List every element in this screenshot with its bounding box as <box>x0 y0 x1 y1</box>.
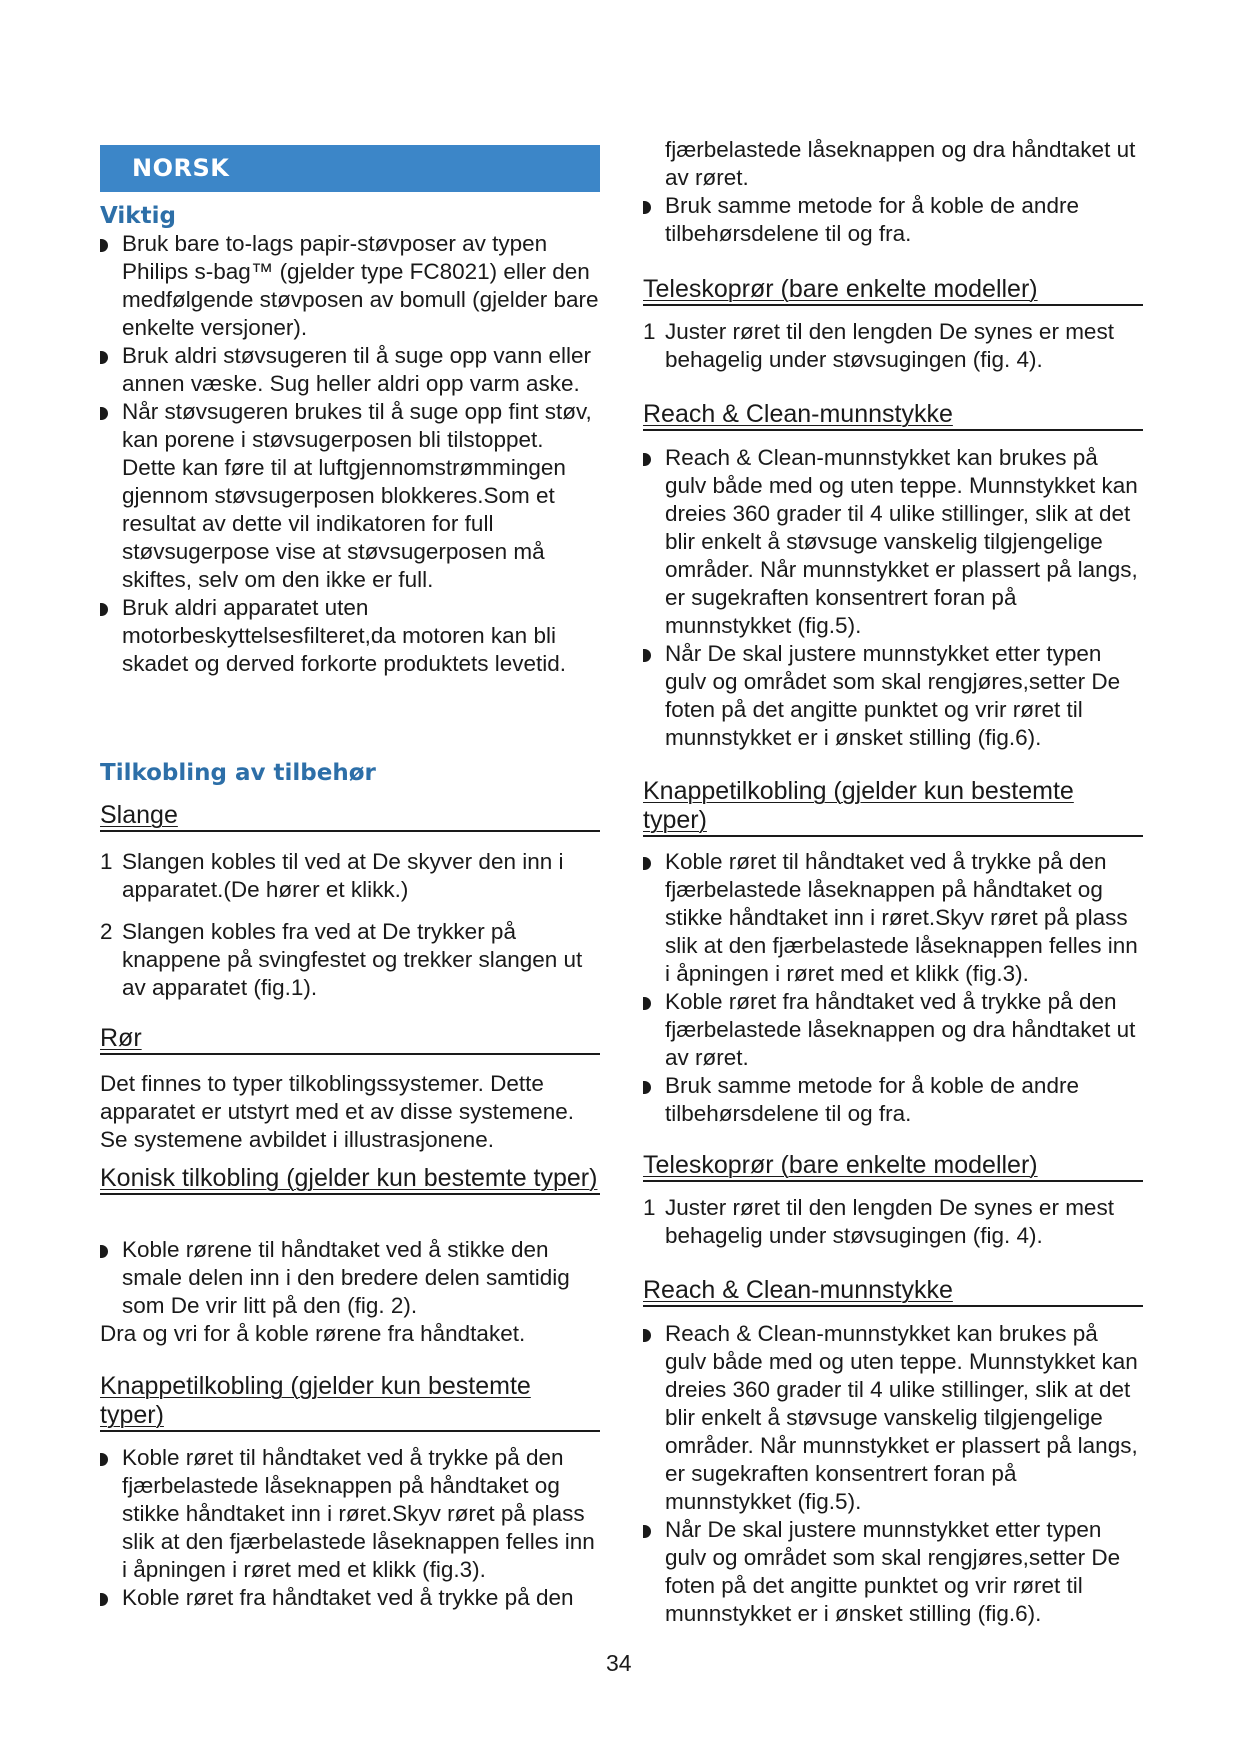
list-item: Reach & Clean-munnstykket kan brukes på gulv både med og uten teppe. Munnstykket kan dreies 360 grader til 4 ulike stillinger, slik at det blir enkelt å støvsuge vanskelig tilgjengelige områder. Når munnstykket er plassert på langs, er sugekraften konsentrert foran på munnstykket (fig.5). <box>643 1320 1143 1516</box>
bullet-icon <box>100 1245 108 1258</box>
list-item: 1 Juster røret til den lengden De synes er mest behagelig under støvsugingen (fig. 4). <box>643 319 1114 372</box>
konisk-list <box>100 1236 600 1320</box>
konisk-after-text: Dra og vri for å koble rørene fra håndtaket. <box>100 1321 526 1346</box>
continuation-list <box>643 192 1143 248</box>
knappe-list-right <box>643 848 1143 1128</box>
list-item: Bruk samme metode for å koble de andre tilbehørsdelene til og fra. <box>643 192 1143 248</box>
ror-text: Det finnes to typer tilkoblingssystemer. Dette apparatet er utstyrt med et av disse systemene. Se systemene avbildet i illustrasjonene. <box>100 1071 574 1152</box>
language-banner: NORSK <box>100 145 600 192</box>
bullet-icon <box>643 1329 651 1342</box>
tele-heading-1: Teleskoprør (bare enkelte modeller) <box>643 275 1143 306</box>
page-number: 34 <box>606 1650 632 1676</box>
list-item: Når De skal justere munnstykket etter typen gulv og området som skal rengjøres,setter De foten på det angitte punktet og vrir røret til munnstykket er i ønsket stilling (fig.6). <box>643 1516 1143 1628</box>
viktig-heading: Viktig <box>100 203 176 229</box>
tele-steps-1 <box>643 318 1143 374</box>
bullet-icon <box>643 649 651 662</box>
konisk-heading: Konisk tilkobling (gjelder kun bestemte typer) <box>100 1164 600 1195</box>
knappe-heading-left: Knappetilkobling (gjelder kun bestemte typer) <box>100 1372 600 1432</box>
list-item: Bruk samme metode for å koble de andre tilbehørsdelene til og fra. <box>643 1072 1143 1128</box>
reach-list-1 <box>643 444 1143 752</box>
bullet-icon <box>100 407 108 420</box>
slange-heading: Slange <box>100 801 600 832</box>
list-item: Bruk aldri støvsugeren til å suge opp vann eller annen væske. Sug heller aldri opp varm aske. <box>100 342 600 398</box>
bullet-icon <box>100 1593 108 1606</box>
knappe-heading-right: Knappetilkobling (gjelder kun bestemte typer) <box>643 777 1143 837</box>
reach-heading-1: Reach & Clean-munnstykke <box>643 400 1143 431</box>
reach-heading-2: Reach & Clean-munnstykke <box>643 1276 1143 1307</box>
bullet-icon <box>100 239 108 252</box>
ror-heading: Rør <box>100 1024 600 1055</box>
bullet-icon <box>100 351 108 364</box>
list-item: Når støvsugeren brukes til å suge opp fint støv, kan porene i støvsugerposen bli tilstoppet. Dette kan føre til at luftgjennomstrømmingen gjennom støvsugerposen blokkeres.Som et resultat av dette vil indikatoren for full støvsugerpose vise at støvsugerposen må skiftes, selv om den ikke er full. <box>100 398 600 594</box>
list-item: Koble røret fra håndtaket ved å trykke på den <box>100 1584 600 1612</box>
bullet-icon <box>643 453 651 466</box>
list-item: Koble rørene til håndtaket ved å stikke den smale delen inn i den bredere delen samtidig som De vrir litt på den (fig. 2). <box>100 1236 600 1320</box>
list-item: Reach & Clean-munnstykket kan brukes på gulv både med og uten teppe. Munnstykket kan dreies 360 grader til 4 ulike stillinger, slik at det blir enkelt å støvsuge vanskelig tilgjengelige områder. Når munnstykket er plassert på langs, er sugekraften konsentrert foran på munnstykket (fig.5). <box>643 444 1143 640</box>
reach-list-2 <box>643 1320 1143 1628</box>
list-item: Koble røret fra håndtaket ved å trykke på den fjærbelastede låseknappen og dra håndtaket ut av røret. <box>643 988 1143 1072</box>
tele-steps-2 <box>643 1194 1143 1250</box>
continuation-text: fjærbelastede låseknappen og dra håndtaket ut av røret. <box>665 137 1136 190</box>
bullet-icon <box>643 1081 651 1094</box>
list-item: 1 Juster røret til den lengden De synes er mest behagelig under støvsugingen (fig. 4). <box>643 1195 1114 1248</box>
list-item: Når De skal justere munnstykket etter typen gulv og området som skal rengjøres,setter De foten på det angitte punktet og vrir røret til munnstykket er i ønsket stilling (fig.6). <box>643 640 1143 752</box>
bullet-icon <box>643 1525 651 1538</box>
list-item: 1 Slangen kobles til ved at De skyver den inn i apparatet.(De hører et klikk.) <box>100 849 564 902</box>
slange-steps <box>100 848 600 1002</box>
list-item: Bruk bare to-lags papir-støvposer av typen Philips s-bag™ (gjelder type FC8021) eller den medfølgende støvposen av bomull (gjelder bare enkelte versjoner). <box>100 230 600 342</box>
tele-heading-2: Teleskoprør (bare enkelte modeller) <box>643 1151 1143 1182</box>
bullet-icon <box>100 1453 108 1466</box>
bullet-icon <box>643 997 651 1010</box>
tilkobling-heading: Tilkobling av tilbehør <box>100 760 376 786</box>
viktig-list <box>100 230 600 678</box>
list-item: Bruk aldri apparatet uten motorbeskyttelsesfilteret,da motoren kan bli skadet og derved forkorte produktets levetid. <box>100 594 600 678</box>
bullet-icon <box>643 857 651 870</box>
knappe-list-left <box>100 1444 600 1612</box>
bullet-icon <box>643 201 651 214</box>
list-item: 2 Slangen kobles fra ved at De trykker på knappene på svingfestet og trekker slangen ut av apparatet (fig.1). <box>100 919 583 1000</box>
bullet-icon <box>100 603 108 616</box>
list-item: Koble røret til håndtaket ved å trykke på den fjærbelastede låseknappen på håndtaket og stikke håndtaket inn i røret.Skyv røret på plass slik at den fjærbelastede låseknappen felles inn i åpningen i røret med et klikk (fig.3). <box>643 848 1143 988</box>
konisk-block <box>100 1236 600 1348</box>
continuation-block-1 <box>643 136 1143 248</box>
list-item: Koble røret til håndtaket ved å trykke på den fjærbelastede låseknappen på håndtaket og stikke håndtaket inn i røret.Skyv røret på plass slik at den fjærbelastede låseknappen felles inn i åpningen i røret med et klikk (fig.3). <box>100 1444 600 1584</box>
